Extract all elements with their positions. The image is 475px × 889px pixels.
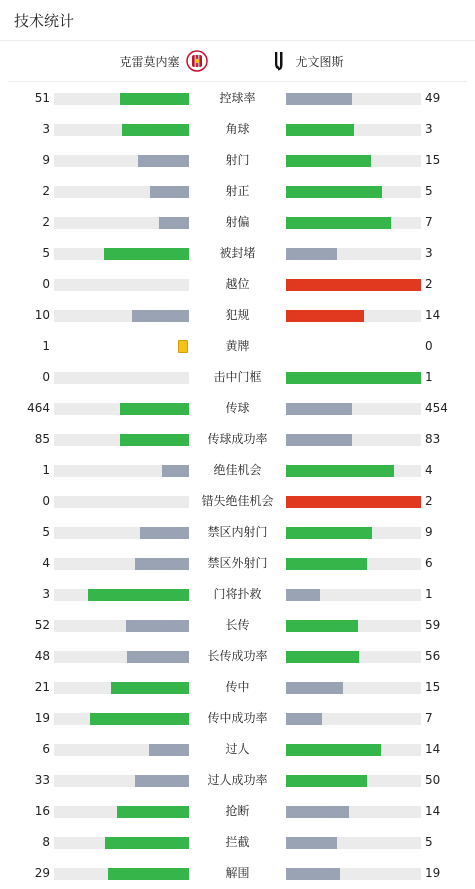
home-stat-value: 21 — [34, 680, 50, 694]
away-stat-value: 14 — [425, 804, 441, 818]
home-stat-value: 10 — [34, 308, 50, 322]
away-stat-bar-fill — [286, 310, 364, 322]
stat-name: 角球 — [225, 122, 250, 136]
page-header — [0, 0, 475, 41]
home-stat-bar — [54, 527, 189, 539]
stat-row — [0, 796, 475, 827]
stat-name: 绝佳机会 — [213, 463, 262, 477]
stat-name: 过人 — [225, 742, 250, 756]
stat-row — [0, 269, 475, 300]
away-stat-value: 0 — [425, 339, 433, 353]
away-stat-bar-fill — [286, 496, 421, 508]
home-stat-value: 51 — [34, 91, 50, 105]
away-stat-bar — [286, 310, 421, 322]
home-stat-value: 0 — [42, 277, 50, 291]
home-stat-bar — [54, 868, 189, 880]
home-stat-bar-fill — [126, 620, 189, 632]
page-title: 技术统计 — [14, 11, 75, 30]
home-stat-bar-fill — [122, 124, 190, 136]
away-stat-bar — [286, 713, 421, 725]
away-stat-bar — [286, 248, 421, 260]
home-stat-bar-fill — [132, 310, 189, 322]
stat-row — [0, 207, 475, 238]
home-stat-value: 4 — [42, 556, 50, 570]
home-stat-bar — [54, 682, 189, 694]
home-stat-bar-fill — [159, 217, 189, 229]
stat-row — [0, 858, 475, 889]
stat-name: 射偏 — [225, 215, 250, 229]
away-stat-value: 5 — [425, 184, 433, 198]
away-stat-bar — [286, 465, 421, 477]
home-stat-bar — [54, 186, 189, 198]
stat-name: 错失绝佳机会 — [201, 494, 274, 508]
home-stat-bar-fill — [135, 775, 189, 787]
away-stat-value: 3 — [425, 122, 433, 136]
stat-row — [0, 393, 475, 424]
away-stat-bar — [286, 93, 421, 105]
home-stat-bar — [54, 713, 189, 725]
stat-name: 控球率 — [219, 91, 256, 105]
home-stat-value: 2 — [42, 184, 50, 198]
home-stat-bar — [54, 310, 189, 322]
away-stat-value: 19 — [425, 866, 441, 880]
stat-row — [0, 176, 475, 207]
home-stat-value: 464 — [27, 401, 50, 415]
away-stat-bar — [286, 155, 421, 167]
stat-name: 传球 — [225, 401, 250, 415]
home-stat-value: 5 — [42, 525, 50, 539]
teams-row — [8, 41, 467, 82]
away-stat-bar — [286, 496, 421, 508]
away-stat-value: 7 — [425, 215, 433, 229]
away-stat-bar — [286, 403, 421, 415]
stat-name: 解围 — [225, 866, 250, 880]
home-stat-bar — [54, 651, 189, 663]
home-stat-bar-fill — [120, 403, 189, 415]
away-stat-bar — [286, 279, 421, 291]
home-stat-bar-fill — [135, 558, 189, 570]
stat-row — [0, 765, 475, 796]
home-stat-bar — [54, 124, 189, 136]
away-stat-bar — [286, 124, 421, 136]
stat-name: 黄牌 — [225, 339, 250, 353]
stat-row — [0, 83, 475, 114]
home-stat-bar — [54, 496, 189, 508]
home-stat-bar — [54, 775, 189, 787]
stat-name: 禁区外射门 — [207, 556, 268, 570]
away-stat-bar-fill — [286, 279, 421, 291]
home-stat-value: 8 — [42, 835, 50, 849]
home-stat-bar — [54, 155, 189, 167]
away-stat-bar — [286, 434, 421, 446]
stat-row — [0, 579, 475, 610]
home-stat-bar-fill — [105, 837, 189, 849]
home-stat-bar — [54, 217, 189, 229]
home-team-name: 克雷莫内塞 — [119, 54, 180, 69]
home-stat-bar — [54, 465, 189, 477]
away-stat-bar — [286, 775, 421, 787]
away-stat-bar — [286, 186, 421, 198]
away-stat-bar — [286, 682, 421, 694]
home-stat-bar-fill — [120, 93, 189, 105]
away-stat-value: 2 — [425, 494, 433, 508]
stat-row — [0, 486, 475, 517]
away-stat-bar-fill — [286, 806, 349, 818]
home-stat-value: 6 — [42, 742, 50, 756]
stat-name: 越位 — [225, 277, 250, 291]
home-team[interactable] — [58, 50, 208, 72]
home-stat-value: 3 — [42, 122, 50, 136]
stat-name: 传中 — [225, 680, 250, 694]
home-stat-bar — [54, 434, 189, 446]
away-stat-bar-fill — [286, 651, 359, 663]
away-stat-bar — [286, 372, 421, 384]
juventus-crest-icon — [268, 50, 290, 72]
away-stat-bar-fill — [286, 403, 352, 415]
home-stat-bar — [54, 837, 189, 849]
stat-row — [0, 734, 475, 765]
home-stat-value: 9 — [42, 153, 50, 167]
away-stat-value: 15 — [425, 153, 441, 167]
away-stat-bar-fill — [286, 682, 343, 694]
home-stat-bar — [54, 93, 189, 105]
away-stat-value: 59 — [425, 618, 441, 632]
away-stat-value: 49 — [425, 91, 441, 105]
stat-name: 射门 — [225, 153, 250, 167]
stat-row — [0, 238, 475, 269]
stat-row — [0, 362, 475, 393]
away-stat-bar-fill — [286, 837, 337, 849]
away-stat-bar — [286, 620, 421, 632]
stat-name: 击中门框 — [213, 370, 262, 384]
cremonese-crest-icon — [186, 50, 208, 72]
stat-name: 长传成功率 — [207, 649, 268, 663]
home-stat-bar-fill — [104, 248, 189, 260]
home-stat-value: 1 — [42, 339, 50, 353]
away-stat-bar — [286, 217, 421, 229]
home-stat-value: 19 — [34, 711, 50, 725]
home-stat-value: 29 — [34, 866, 50, 880]
stat-row — [0, 672, 475, 703]
stat-name: 犯规 — [225, 308, 250, 322]
home-stat-value: 0 — [42, 494, 50, 508]
home-stat-bar-fill — [88, 589, 189, 601]
stat-row — [0, 145, 475, 176]
stat-name: 抢断 — [225, 804, 250, 818]
home-stat-value: 33 — [34, 773, 50, 787]
away-stat-value: 3 — [425, 246, 433, 260]
away-stat-bar-fill — [286, 713, 322, 725]
away-stat-bar — [286, 806, 421, 818]
home-stat-bar — [54, 620, 189, 632]
away-stat-value: 9 — [425, 525, 433, 539]
stat-row — [0, 641, 475, 672]
away-stat-value: 1 — [425, 370, 433, 384]
home-stat-bar — [54, 403, 189, 415]
away-stat-bar — [286, 651, 421, 663]
away-stat-value: 2 — [425, 277, 433, 291]
home-stat-bar-fill — [111, 682, 189, 694]
away-stat-bar-fill — [286, 124, 354, 136]
stat-name: 长传 — [225, 618, 250, 632]
home-stat-value: 48 — [34, 649, 50, 663]
home-stat-value: 2 — [42, 215, 50, 229]
stat-name: 被封堵 — [219, 246, 256, 260]
away-stat-bar — [286, 868, 421, 880]
away-stat-value: 56 — [425, 649, 441, 663]
home-stat-bar — [54, 589, 189, 601]
stat-row — [0, 424, 475, 455]
away-stat-value: 15 — [425, 680, 441, 694]
away-stat-bar-fill — [286, 372, 421, 384]
away-stat-bar-fill — [286, 465, 394, 477]
home-stat-value: 85 — [34, 432, 50, 446]
away-stat-bar-fill — [286, 589, 320, 601]
home-stat-bar-fill — [117, 806, 189, 818]
away-stat-bar-fill — [286, 155, 371, 167]
away-stat-value: 50 — [425, 773, 441, 787]
stat-row — [0, 114, 475, 145]
stat-name: 过人成功率 — [207, 773, 268, 787]
home-stat-value: 1 — [42, 463, 50, 477]
away-stat-bar-fill — [286, 775, 367, 787]
away-stat-bar — [286, 589, 421, 601]
away-stat-bar — [286, 527, 421, 539]
away-team[interactable] — [268, 50, 418, 72]
home-stat-bar-fill — [150, 186, 189, 198]
away-stat-value: 4 — [425, 463, 433, 477]
home-stat-bar — [54, 248, 189, 260]
stat-row — [0, 331, 475, 362]
home-stat-bar-fill — [90, 713, 189, 725]
home-stat-bar-fill — [138, 155, 189, 167]
away-stat-bar — [286, 558, 421, 570]
home-stat-value: 16 — [34, 804, 50, 818]
away-stat-value: 83 — [425, 432, 441, 446]
stat-name: 射正 — [225, 184, 250, 198]
home-stat-bar — [54, 806, 189, 818]
away-stat-bar-fill — [286, 620, 358, 632]
home-stat-bar-fill — [127, 651, 189, 663]
home-stat-bar — [54, 744, 189, 756]
away-stat-bar-fill — [286, 217, 391, 229]
stat-name: 传球成功率 — [207, 432, 268, 446]
away-stat-bar-fill — [286, 186, 382, 198]
home-stat-bar — [54, 558, 189, 570]
away-stat-value: 6 — [425, 556, 433, 570]
home-stat-bar-fill — [120, 434, 189, 446]
home-stat-bar-fill — [140, 527, 189, 539]
away-stat-value: 14 — [425, 742, 441, 756]
away-stat-value: 454 — [425, 401, 448, 415]
yellow-card-icon — [178, 340, 188, 353]
home-stat-bar — [54, 279, 189, 291]
away-stat-bar — [286, 837, 421, 849]
home-stat-value: 5 — [42, 246, 50, 260]
stat-row — [0, 703, 475, 734]
home-stat-bar-fill — [149, 744, 190, 756]
stat-name: 禁区内射门 — [207, 525, 268, 539]
away-stat-value: 14 — [425, 308, 441, 322]
away-stat-bar-fill — [286, 93, 352, 105]
away-stat-value: 7 — [425, 711, 433, 725]
stat-name: 拦截 — [225, 835, 250, 849]
home-stat-value: 0 — [42, 370, 50, 384]
stat-row — [0, 455, 475, 486]
home-stat-bar-fill — [108, 868, 189, 880]
away-stat-bar-fill — [286, 434, 352, 446]
home-stat-value: 3 — [42, 587, 50, 601]
stat-row — [0, 517, 475, 548]
home-stat-value: 52 — [34, 618, 50, 632]
stat-row — [0, 548, 475, 579]
stat-row — [0, 610, 475, 641]
away-stat-value: 1 — [425, 587, 433, 601]
stats-list — [0, 82, 475, 889]
home-stat-bar-fill — [162, 465, 189, 477]
stat-row — [0, 300, 475, 331]
away-stat-bar-fill — [286, 868, 340, 880]
away-stat-bar-fill — [286, 558, 367, 570]
away-team-name: 尤文图斯 — [295, 54, 344, 69]
away-stat-bar — [286, 744, 421, 756]
stat-row — [0, 827, 475, 858]
away-stat-bar-fill — [286, 527, 372, 539]
stat-name: 传中成功率 — [207, 711, 268, 725]
away-stat-value: 5 — [425, 835, 433, 849]
away-stat-bar-fill — [286, 248, 337, 260]
stat-name: 门将扑救 — [213, 587, 262, 601]
home-stat-bar — [54, 372, 189, 384]
away-stat-bar-fill — [286, 744, 381, 756]
